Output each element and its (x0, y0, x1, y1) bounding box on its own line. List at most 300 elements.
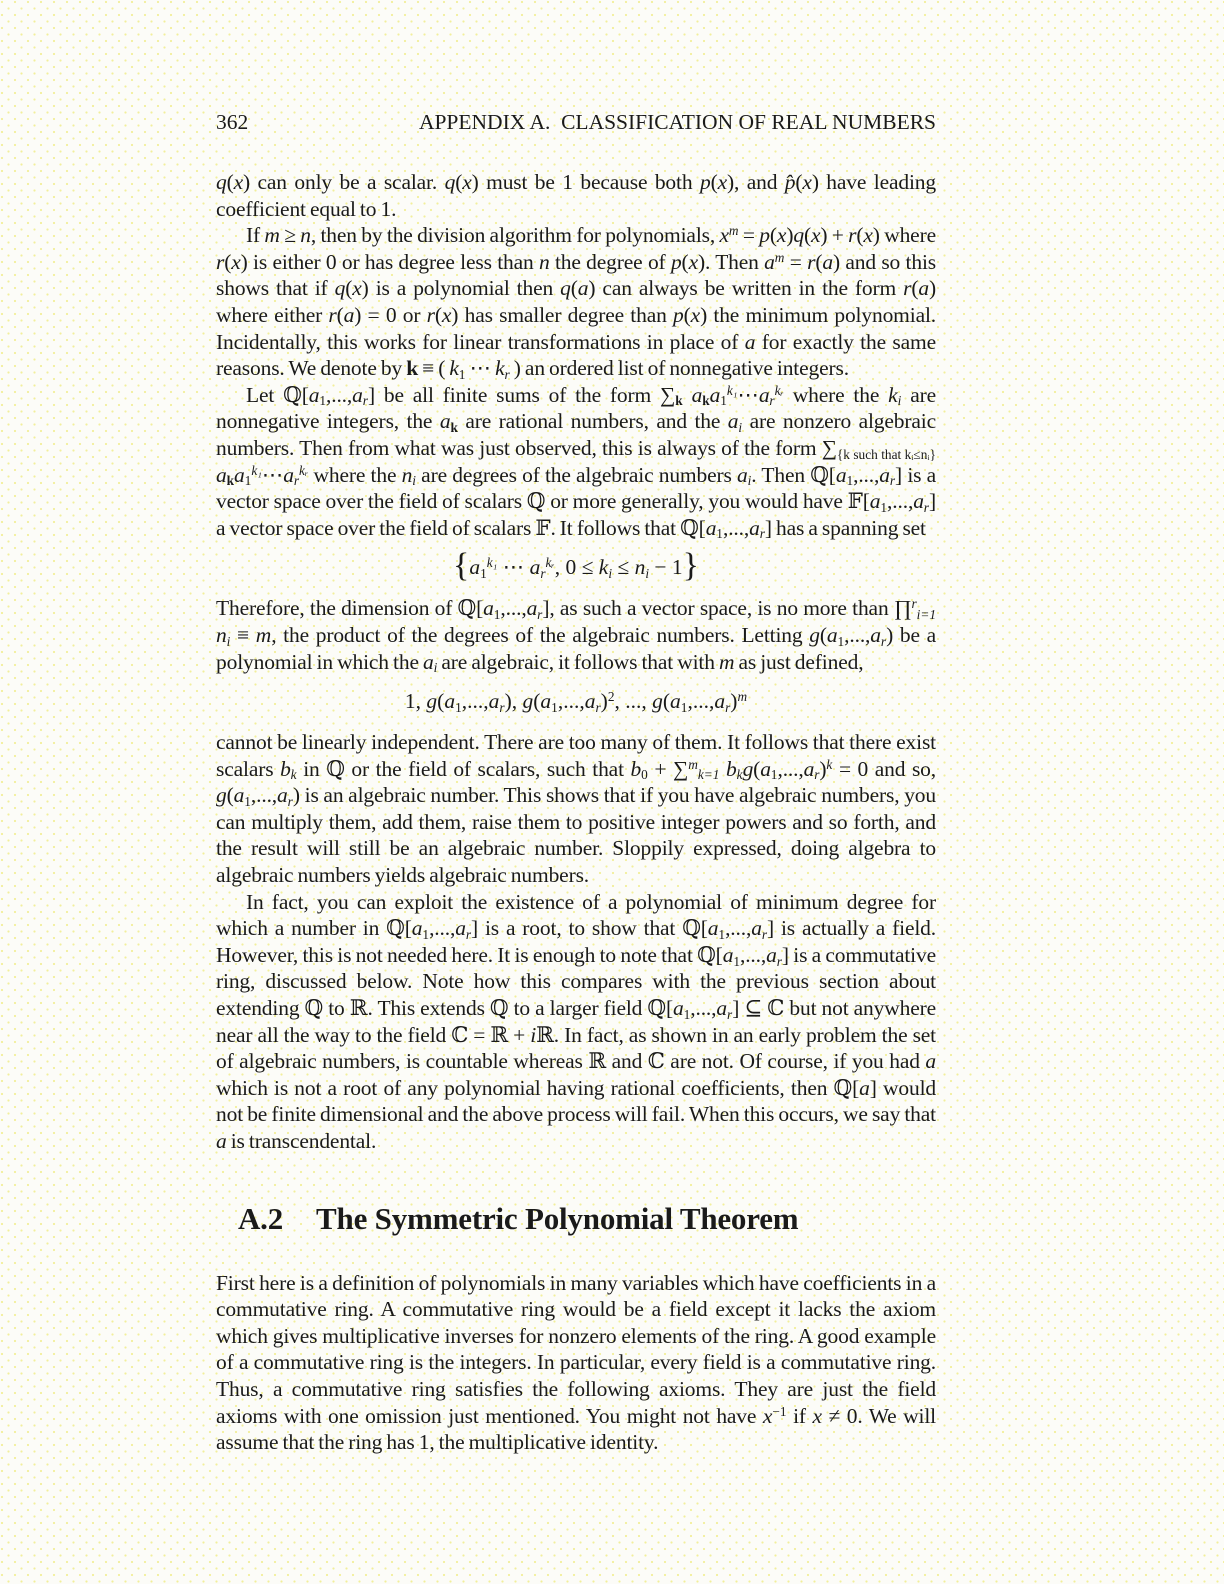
text-run: ,..., (739, 942, 767, 967)
text-run: ( (570, 276, 578, 301)
running-header: APPENDIX A. CLASSIFICATION OF REAL NUMBERS (418, 110, 936, 134)
text-run: ,..., (250, 783, 278, 808)
text-run: ≠ 0. We will assume that the ring has 1, the multiplicative identity. (216, 1403, 936, 1455)
text-run: p (699, 170, 711, 194)
text-run: ] would not be finite dimensional and the above process will fail. When this occurs, we say that (216, 1075, 936, 1127)
text-run: where either (216, 302, 329, 327)
text-run: ) must be 1 because both (471, 170, 700, 194)
text-run: ] a vector space over the field of scalars 𝔽. It follows that ℚ[ (216, 489, 936, 540)
paragraph-exploit-field (216, 889, 936, 1155)
text-run: 1 (551, 699, 558, 715)
text-run: 1 (244, 794, 251, 809)
text-run: ] be all finite sums of the form (367, 382, 661, 407)
text-run: a (216, 1129, 227, 1153)
text-run: a (870, 622, 881, 647)
text-run: m (774, 249, 785, 265)
text-run: r (880, 633, 887, 649)
text-run: n (216, 622, 227, 647)
paragraph-scalar (216, 169, 936, 222)
text-run: r (807, 249, 816, 274)
text-run: r (362, 393, 368, 409)
text-run: a (488, 689, 500, 714)
text-run: ( (434, 302, 442, 327)
display-equation-powers (216, 686, 936, 716)
text-run: x (688, 249, 698, 274)
text-run: ) (872, 223, 880, 248)
text-run: ,..., (500, 596, 527, 621)
text-run: i (412, 473, 416, 489)
text-run: a (705, 515, 717, 540)
text-run: a (540, 689, 552, 714)
text-run: b (630, 756, 642, 781)
text-run: as just defined, (734, 649, 864, 674)
text-run: ) (240, 249, 248, 274)
text-run: is transcendental. (226, 1129, 377, 1153)
text-run: ) (730, 689, 738, 714)
text-run: r (911, 596, 917, 612)
text-run: , then by the division algorithm for polynomials, (310, 223, 720, 248)
text-run: g (216, 783, 227, 808)
text-run: ⋯ (261, 462, 284, 487)
text-run: a (760, 756, 771, 781)
text-run: a (714, 689, 726, 714)
section-heading (216, 1201, 936, 1237)
text-run: ( (819, 622, 827, 647)
text-run: 1, (404, 689, 427, 714)
text-run: x (776, 223, 787, 248)
text-run: a (736, 462, 748, 487)
text-run: x (802, 170, 812, 194)
text-run: is either 0 or has degree less than (247, 249, 539, 274)
text-run: 1 (720, 393, 727, 409)
text-run: ,..., (461, 689, 489, 714)
text-run: + (827, 223, 849, 248)
text-run: ) (361, 276, 369, 301)
text-run: a (277, 783, 288, 808)
text-run: x (810, 223, 821, 248)
text-run: a (709, 382, 721, 407)
page-number: 362 (216, 110, 249, 134)
text-run: n (300, 223, 311, 248)
text-run: a (722, 942, 734, 967)
text-run: ,..., (853, 462, 880, 487)
text-run: ,..., (690, 996, 717, 1021)
text-run: ,..., (429, 916, 456, 941)
text-run: ], as such a vector space, is no more than (542, 596, 894, 621)
text-run: n (634, 555, 646, 580)
text-run: 2 (607, 689, 615, 705)
text-run: r (595, 699, 601, 715)
page-header (216, 110, 936, 135)
page-body (216, 110, 936, 1456)
text-run: where the (783, 382, 889, 407)
text-run: ) (886, 622, 894, 647)
text-run: x (717, 170, 727, 194)
text-run: 1 (837, 633, 845, 649)
text-run: 1 (455, 699, 462, 715)
text-run: x (352, 276, 362, 301)
text-run: k (702, 393, 710, 409)
text-run: k (598, 555, 609, 580)
text-run: k (450, 420, 458, 436)
text-run: 0 (641, 767, 648, 783)
text-run: ∏ (893, 596, 912, 621)
text-run: a (925, 1049, 936, 1074)
text-run: a (529, 555, 541, 580)
text-run: r (903, 276, 912, 301)
text-run: ( (226, 783, 234, 808)
text-run: ( (437, 689, 445, 714)
text-run: g (742, 756, 754, 781)
text-run: a (869, 489, 881, 514)
text-run: ] has a spanning set (764, 515, 926, 540)
text-run: g (809, 622, 820, 647)
text-run: ] is a root, to show that ℚ[ (471, 916, 708, 941)
text-run: p (759, 223, 770, 248)
text-run: = 0 or (361, 302, 427, 327)
text-run: ) (700, 302, 708, 327)
text-run: a (764, 249, 775, 274)
text-run: x (812, 1403, 822, 1428)
text-run: n (401, 462, 413, 487)
text-run: in ℚ or the field of scalars, such that (296, 756, 631, 781)
text-run: ) (819, 756, 827, 781)
text-run: ( (681, 249, 689, 274)
text-run: 1 (770, 767, 778, 783)
text-run: ), and (726, 170, 785, 194)
text-run: k (675, 393, 683, 409)
text-run: ) (929, 276, 937, 301)
text-run: where the (308, 462, 402, 487)
text-run: 1 (716, 526, 723, 542)
text-run: a (879, 462, 890, 487)
text-run: x (863, 223, 873, 248)
text-run (683, 383, 692, 407)
text-run: ∑ (660, 382, 676, 407)
text-run: First here is a definition of polynomials in many variables which have coefficients in a commutative ring. A commutative ring would be a field except it lacks the axiom which gives multiplicative inverses for nonzero elements of the ring. A good example of a commutative ring is the integers. In particular, every field is a commutative ring. Thus, a commutative ring satisfies the following axioms. They are just the field axioms with one omission just mentioned. You might not have (216, 1270, 936, 1428)
text-run: r (504, 366, 510, 382)
text-run: 1 (458, 366, 466, 382)
text-run: If (246, 223, 265, 248)
text-run: are algebraic, it follows that with (437, 649, 719, 674)
text-run: a (584, 689, 596, 714)
text-run: x (462, 170, 472, 194)
text-run: i (645, 566, 650, 582)
text-run: are nonnegative integers, the (216, 382, 936, 434)
text-run: ( (224, 249, 232, 274)
text-run: ( (683, 302, 691, 327)
text-run: 1 (733, 953, 740, 969)
text-run: a (727, 409, 739, 434)
text-run: a (422, 649, 434, 674)
text-run: ) (504, 689, 512, 714)
text-run: 1 (718, 926, 726, 942)
text-run: ) (354, 302, 362, 327)
text-run: ( (662, 689, 671, 714)
text-run: r (759, 526, 765, 542)
text-run: r (889, 473, 896, 489)
text-run: the degree of (549, 249, 671, 274)
text-run: a (411, 916, 423, 941)
text-run: a (455, 916, 466, 941)
text-run: , 0 ≤ (554, 555, 599, 580)
text-run: 1 (319, 393, 326, 409)
text-run: a (283, 462, 294, 487)
text-run: r (426, 302, 435, 327)
text-run: . Then ℚ[ (751, 462, 836, 487)
text-run: m (688, 756, 698, 772)
text-run: ( (769, 223, 777, 248)
text-run: ( (533, 689, 541, 714)
text-run: a (216, 462, 227, 487)
text-run: is an algebraic number. This shows that if you have algebraic numbers, you can multiply them, add them, raise them to positive integer powers and so forth, and the result will still be an algebraic number. Sloppily expressed, doing algebra to algebraic numbers yields algebraic numbers. (216, 783, 936, 888)
text-run: k (736, 767, 743, 783)
text-run: i (747, 473, 752, 489)
text-run: r (848, 223, 857, 248)
text-run: ℝ. In fact, as shown in an early problem the set of algebraic numbers, is countable whereas ℝ and ℂ are not. Of course, if you had (216, 1022, 936, 1074)
text-run: r (537, 607, 543, 623)
text-run: ( (803, 223, 811, 248)
text-run: a (749, 515, 760, 540)
text-run: can always be written in the form (595, 276, 904, 301)
text-run: k₁ (486, 555, 498, 571)
display-equation-spanning-set (216, 547, 936, 584)
text-run: a (670, 689, 681, 714)
text-run: n (539, 249, 550, 274)
text-run: a (859, 1075, 870, 1100)
text-run: m (264, 223, 280, 248)
text-run: a (352, 382, 363, 407)
text-run: are degrees of the algebraic numbers (415, 462, 737, 487)
text-run: ⋯ (737, 382, 759, 407)
text-run: x (441, 302, 452, 327)
text-run: where (879, 223, 936, 248)
text-run: , ..., (614, 689, 653, 714)
text-run: r (776, 953, 782, 969)
text-run: a (913, 489, 924, 514)
text-run: = 0 and so, (832, 756, 936, 781)
text-run: a (439, 409, 451, 434)
text-run: if (786, 1403, 813, 1428)
text-run: a (766, 942, 777, 967)
text-run: a (744, 329, 756, 354)
text-run: r (293, 473, 300, 489)
text-run: r (725, 699, 731, 715)
text-run: ) (832, 249, 840, 274)
text-run: ] ⊆ ℂ but not anywhere near all the way to the field ℂ = ℝ + (216, 996, 937, 1047)
text-run: ⋯ (497, 555, 530, 580)
text-run: a (822, 249, 833, 274)
text-run: r (727, 1006, 733, 1022)
text-run: , the product of the degrees of the algebraic numbers. Letting (271, 622, 810, 647)
text-run: ∑ (673, 756, 689, 781)
text-run: a (308, 382, 320, 407)
text-run: ( (455, 170, 463, 194)
text-run: {k such that kᵢ≤nᵢ} (836, 446, 936, 462)
text-run: k (888, 382, 898, 407)
text-run: r (769, 393, 775, 409)
text-run: 1 (683, 1006, 691, 1022)
text-run: Let ℚ[ (246, 382, 309, 407)
text-run: ) (600, 689, 608, 714)
text-run: are nonzero algebraic numbers. Then from what was just observed, this is always of the form (216, 409, 937, 460)
text-run: r (216, 249, 225, 274)
text-run: for exactly the same reasons. We denote by (216, 329, 936, 381)
text-run: i (897, 393, 902, 409)
text-run: kᵣ (545, 555, 555, 571)
text-run: i (433, 660, 438, 676)
text-run: be a polynomial in which the (216, 622, 936, 674)
paragraph-finite-sums (216, 382, 936, 542)
text-run: p (673, 302, 684, 327)
text-run: kᵣ (299, 462, 309, 478)
text-run: 1 (480, 566, 487, 582)
text-run: k (290, 767, 297, 783)
text-run: q (793, 223, 804, 248)
text-run: x (719, 223, 729, 248)
text-run: 1 (880, 499, 888, 515)
text-run: a (469, 555, 481, 580)
text-run: r (761, 926, 768, 942)
section-number: A.2 (238, 1200, 284, 1236)
text-run: a (691, 382, 703, 407)
text-run: 1 (493, 607, 501, 623)
text-run: x (762, 1403, 773, 1428)
text-run: ,..., (557, 689, 585, 714)
text-run: k (826, 756, 833, 772)
text-run: } (682, 547, 699, 584)
paragraph-dimension (216, 595, 936, 675)
text-run: ≤ (612, 555, 635, 580)
text-run: In fact, you can exploit the existence of a polynomial of minimum degree for which a number in ℚ[ (216, 889, 936, 941)
text-run: cannot be linearly independent. There are too many of them. It follows that there exist scalars (216, 730, 936, 781)
text-run: a (918, 276, 929, 301)
text-run: ) (588, 276, 596, 301)
text-run: ≡ (230, 622, 256, 647)
text-run: ∑ (821, 435, 837, 460)
text-run: ≡ ( (418, 356, 450, 381)
text-run: q (444, 170, 456, 194)
text-run: p (670, 249, 682, 274)
text-run: has smaller degree than (458, 302, 674, 327)
text-run: r (465, 926, 471, 942)
text-run: a (577, 276, 589, 301)
text-run: ] is actually a field. However, this is not needed here. It is enough to note that ℚ[ (216, 916, 936, 967)
text-run: b (726, 756, 737, 781)
text-run: are rational numbers, and the (457, 409, 728, 434)
text-run: a (526, 596, 538, 621)
text-run: ) (292, 783, 300, 808)
text-run: ( (795, 170, 803, 194)
text-run: g (652, 689, 663, 714)
text-run: g (426, 689, 438, 714)
text-run: r (328, 302, 337, 327)
text-run: m (255, 622, 272, 647)
text-run: r (814, 767, 820, 783)
text-run: a (707, 916, 719, 941)
text-run: ,..., (777, 756, 804, 781)
text-run: ( (856, 223, 864, 248)
text-run: , (511, 689, 523, 714)
text-run: p̂ (784, 170, 796, 194)
text-run: −1 (772, 1403, 787, 1419)
text-run: { (453, 547, 470, 584)
text-run: a (716, 996, 727, 1021)
text-run: i (226, 633, 231, 649)
text-run: 1 (244, 473, 252, 489)
text-run: b (280, 756, 291, 781)
text-run: i=1 (916, 607, 936, 623)
text-run: Therefore, the dimension of ℚ[ (216, 596, 484, 621)
text-run: kᵣ (774, 382, 784, 398)
text-run: r (287, 794, 293, 809)
text-run: k=1 (697, 767, 720, 783)
text-run: ,..., (887, 489, 914, 514)
text-run: a (826, 622, 838, 647)
text-run: ( (710, 170, 718, 194)
text-run: x (231, 249, 241, 274)
text-run: and so this shows that if (216, 249, 936, 301)
text-run: ] is a commutative ring, discussed below. Note how this compares with the previous section about extending ℚ to ℝ. This extends ℚ to a larger field ℚ[ (216, 942, 936, 1021)
text-run: ,..., (722, 515, 750, 540)
text-run: a (343, 302, 355, 327)
text-run: ) (820, 223, 828, 248)
text-run: r (540, 566, 546, 582)
text-run: a (234, 462, 245, 487)
text-run: − 1 (649, 555, 683, 580)
text-run: k₁ (251, 462, 262, 478)
text-run: x (233, 170, 244, 194)
text-run: ( (815, 249, 823, 274)
text-run: ( (226, 170, 234, 194)
text-run: 1 (680, 699, 688, 715)
text-run: which is not a root of any polynomial having rational coefficients, then ℚ[ (216, 1075, 860, 1100)
text-run: ( (753, 756, 761, 781)
text-run: k (406, 356, 419, 381)
text-run: a (751, 916, 762, 941)
text-run: ) (786, 223, 794, 248)
text-run: a (803, 756, 815, 781)
text-run: x (690, 302, 701, 327)
text-run: a (483, 596, 494, 621)
text-run: ) have leading coefficient equal to 1. (216, 170, 937, 221)
text-run: i (738, 420, 743, 436)
text-run: the minimum polynomial. Incidentally, this works for linear transformations in place of (216, 302, 937, 354)
text-run: ⋯ (465, 356, 496, 381)
text-run: k (495, 356, 505, 381)
text-run: ). Then (697, 249, 765, 274)
text-run: + (647, 756, 673, 781)
text-run: ,..., (844, 622, 871, 647)
text-run: ( (911, 276, 919, 301)
text-run: r (923, 499, 929, 515)
paragraph-division-algorithm (216, 222, 936, 382)
text-run: ( (336, 302, 344, 327)
text-run: = (738, 223, 760, 248)
text-run: = (784, 249, 808, 274)
text-run: q (216, 170, 227, 194)
text-run: ,..., (326, 382, 353, 407)
text-run: q (560, 276, 571, 301)
text-run: q (334, 276, 346, 301)
text-run: k₁ (726, 382, 738, 398)
paragraph-commutative-ring (216, 1270, 936, 1456)
text-run: ) (451, 302, 459, 327)
text-run: m (718, 649, 735, 674)
text-run: m (737, 689, 748, 705)
text-run: ,..., (687, 689, 715, 714)
text-run: 1 (422, 926, 430, 942)
